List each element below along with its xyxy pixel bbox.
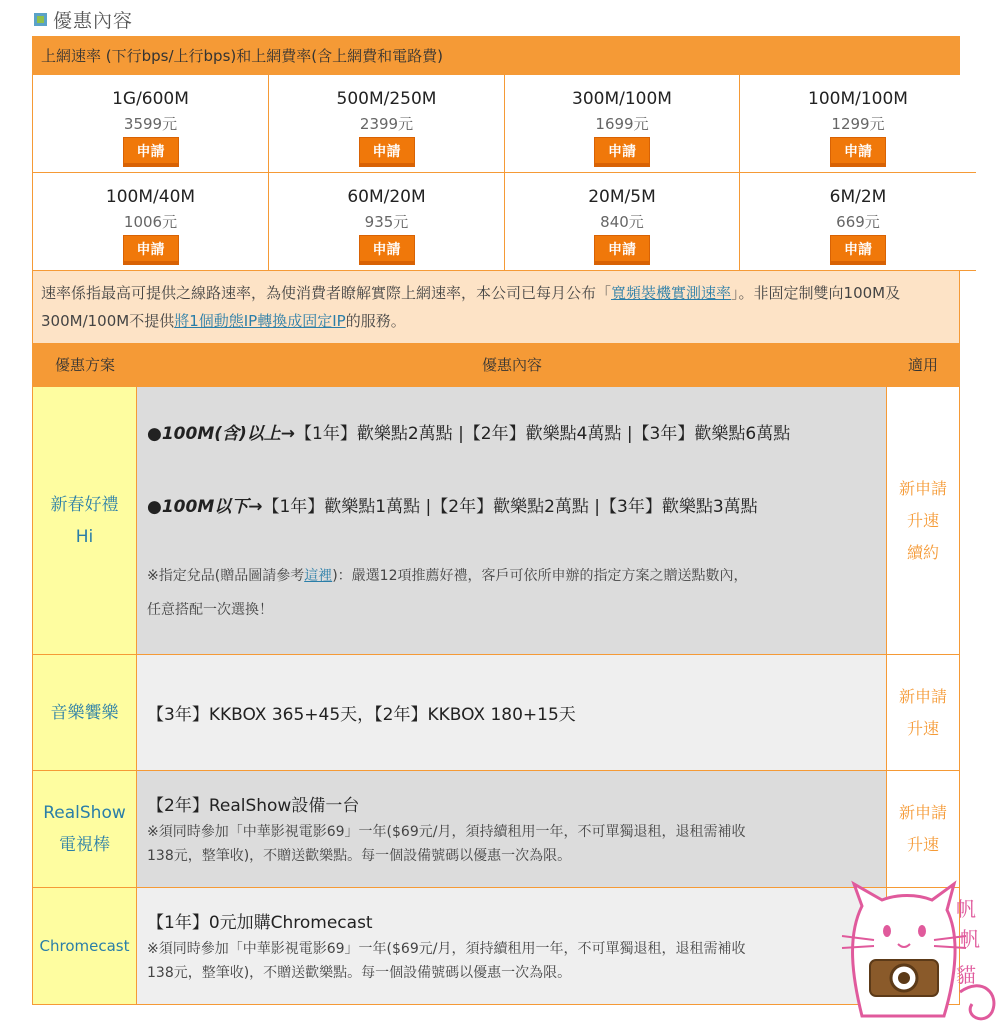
apply-button[interactable]: 申請 [594,235,650,265]
applicable-item: 升速 [906,510,939,530]
apply-button[interactable]: 申請 [830,137,886,167]
offer-note: 138元，整筆收)，不贈送歡樂點。每一個設備號碼以優惠一次為限。 [147,965,572,981]
apply-button[interactable]: 申請 [830,235,886,265]
offer-name-line: 新春好禮 [50,494,119,515]
offer-text: 【1年】0元加購Chromecast [147,913,373,933]
offer-content [137,655,887,770]
bullet-emphasis: ●100M以下→ [147,497,263,517]
plan-price: 1699元 [595,115,649,133]
offer-note [147,565,876,585]
offer-name [33,387,137,654]
applicable-item: 新申請 [898,478,947,498]
offer-name [33,771,137,887]
plan-price: 935元 [364,213,409,231]
plan-cell [505,75,740,173]
plan-speed: 6M/2M [829,187,887,207]
apply-button[interactable]: 申請 [359,137,415,167]
bullet-text: 【1年】歡樂點1萬點 |【2年】歡樂點2萬點 |【3年】歡樂點3萬點 [262,497,758,517]
plan-speed: 500M/250M [336,89,437,109]
offer-applicable [887,387,959,654]
speed-test-link[interactable]: 寬頻裝機實測速率 [611,284,732,302]
header-content: 優惠內容 [481,356,542,374]
applicable-item: 升速 [906,718,939,738]
offer-note: ※須同時參加「中華影視電影69」一年($69元/月，須持續租用一年，不可單獨退租，退租需補收 [147,824,746,840]
note-text: ※指定兌品(贈品圖請參考 [147,568,305,584]
plan-price: 1299元 [831,115,885,133]
note-text: 速率係指最高可提供之線路速率，為使消費者瞭解實際上網速率，本公司已每月公布「 [41,284,612,302]
offer-content [137,888,887,1004]
header-plan: 優惠方案 [54,356,115,374]
plan-speed: 20M/5M [588,187,656,207]
speed-note [33,271,959,344]
plan-price: 2399元 [359,115,414,133]
offer-frame [32,36,960,1005]
offer-name-line: 電視棒 [59,835,110,855]
gift-link[interactable]: 這裡 [304,568,333,584]
offer-row-chromecast [33,887,959,1004]
apply-button[interactable]: 申請 [123,235,179,265]
offer-table-header [33,344,959,386]
apply-button[interactable]: 申請 [594,137,650,167]
offer-content [137,771,887,887]
watermark-text: 帆 [960,927,980,951]
offer-name-line: RealShow [43,803,126,823]
offer-note: ※須同時參加「中華影視電影69」一年($69元/月，須持續租用一年，不可單獨退租，退租需補收 [147,941,746,957]
apply-button[interactable]: 申請 [123,137,179,167]
note-text: 」。非固定制雙向100M及300M/100M不提供 [41,284,901,330]
bullet-text: 【1年】歡樂點2萬點 |【2年】歡樂點4萬點 |【3年】歡樂點6萬點 [295,424,791,444]
plan-price: 840元 [600,213,644,231]
offer-bullet [147,492,876,517]
offer-text: 【3年】KKBOX 365+45天，【2年】KKBOX 180+15天 [147,705,576,725]
fixed-ip-link[interactable]: 將1個動態IP轉換成固定IP [174,312,346,330]
offer-applicable [887,655,959,770]
plan-price: 3599元 [123,115,178,133]
plan-cell [33,173,269,271]
apply-button[interactable]: 申請 [359,235,415,265]
offer-note: 138元，整筆收)，不贈送歡樂點。每一個設備號碼以優惠一次為限。 [147,848,572,864]
watermark-text: 貓 [956,963,976,987]
applicable-item: 升速 [906,835,939,854]
plan-speed: 300M/100M [572,89,672,109]
offer-row-spring [33,386,959,654]
offer-name: Chromecast [33,888,137,1004]
plan-price: 669元 [836,213,880,231]
applicable-item: 新申請 [898,803,947,822]
plan-grid [33,75,959,271]
plan-cell [740,173,976,271]
watermark-text: 帆 [956,897,976,921]
offer-content [137,387,887,654]
speed-header: 上網速率 (下行bps/上行bps)和上網費率(含上網費和電路費) [33,37,959,75]
plan-cell [505,173,740,271]
offer-row-music [33,654,959,770]
applicable-item: 新申請 [898,686,947,706]
offer-name-line: Hi [75,526,94,547]
plan-cell [740,75,976,173]
offer-text: 【2年】RealShow設備一台 [147,796,360,816]
offer-applicable [887,771,959,887]
offer-row-realshow [33,770,959,887]
plan-price: 1006元 [123,213,178,231]
header-applicable: 適用 [907,356,938,374]
note-text: )：嚴選12項推薦好禮，客戶可依所申辦的指定方案之贈送點數內， [332,568,748,584]
section-title-text: 優惠內容 [53,9,134,32]
note-text: 的服務。 [345,312,406,330]
bullet-emphasis: ●100M(含)以上→ [147,424,296,444]
plan-cell [33,75,269,173]
offer-name: 音樂饗樂 [33,655,137,770]
plan-speed: 1G/600M [112,89,189,109]
cat-watermark-icon [832,876,1001,1024]
plan-cell [269,75,505,173]
plan-speed: 100M/100M [808,89,908,109]
plan-cell [269,173,505,271]
section-title [34,6,133,32]
plan-speed: 60M/20M [347,187,426,207]
offer-note: 任意搭配一次選換！ [147,602,273,618]
offer-bullet [147,419,876,444]
plan-speed: 100M/40M [105,187,196,207]
applicable-item: 續約 [906,542,939,562]
section-icon [34,13,47,26]
